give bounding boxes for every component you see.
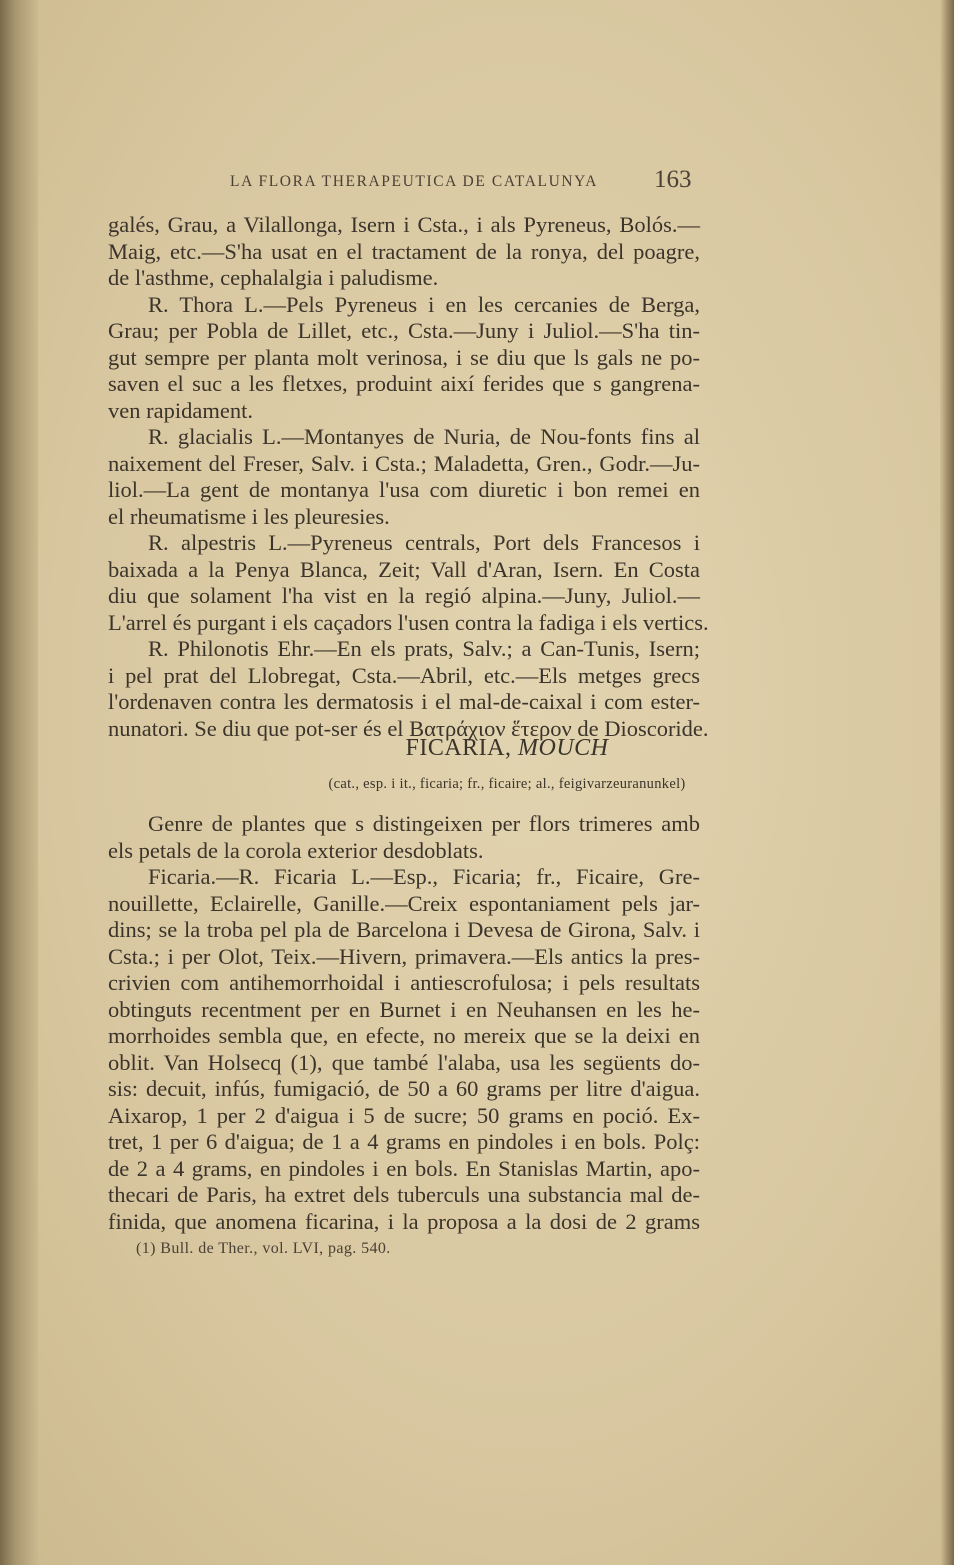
text-line: sis: decuit, infús, fumigació, de 50 a 60 grams per litre d'aigua. xyxy=(108,1076,700,1101)
body-text-block-2 xyxy=(108,811,700,1235)
text-line: L'arrel és purgant i els caçadors l'usen contra la fadiga i els vertics. xyxy=(108,609,709,635)
section-title xyxy=(0,735,954,762)
text-line: i pel prat del Llobregat, Csta.—Abril, etc.—Els metges grecs xyxy=(108,662,700,688)
text-line: de 2 a 4 grams, en pindoles i en bols. En Stanislas Martin, apo- xyxy=(108,1155,700,1181)
section-title-author: MOUCH xyxy=(518,735,609,761)
text-line: galés, Grau, a Vilallonga, Isern i Csta., i als Pyreneus, Bolós.— xyxy=(108,212,700,237)
text-line: nouillette, Eclairelle, Ganille.—Creix espontaniament pels jar- xyxy=(108,890,700,916)
text-line: crivien com antihemorrhoidal i antiescrofulosa; i pels resultats xyxy=(108,970,700,995)
text-line: nunatori. Se diu que pot-ser és el Βατράχιον ἕτερον de Dioscoride. xyxy=(108,715,709,741)
text-line: Ficaria.—R. Ficaria L.—Esp., Ficaria; fr., Ficaire, Gre- xyxy=(148,864,700,889)
section-title-genus: FICARIA, xyxy=(405,735,512,761)
text-line: R. glacialis L.—Montanyes de Nuria, de Nou-fonts fins al xyxy=(148,424,700,449)
text-line: naixement del Freser, Salv. i Csta.; Maladetta, Gren., Godr.—Ju- xyxy=(108,450,700,476)
text-line: gut sempre per planta molt verinosa, i se diu que ls gals ne po- xyxy=(108,344,700,370)
text-line: Grau; per Pobla de Lillet, etc., Csta.—Juny i Juliol.—S'ha tin- xyxy=(108,318,700,343)
text-line: Csta.; i per Olot, Teix.—Hivern, primavera.—Els antics la pres- xyxy=(108,943,700,969)
text-line: el rheumatisme i les pleuresies. xyxy=(108,503,390,529)
text-line: R. Thora L.—Pels Pyreneus i en les cercanies de Berga, xyxy=(148,291,700,317)
text-line: obtinguts recentment per en Burnet i en Neuhansen en les he- xyxy=(108,996,700,1022)
text-line: diu que solament l'ha vist en la regió alpina.—Juny, Juliol.— xyxy=(108,583,700,608)
text-line: saven el suc a les fletxes, produint així ferides que s gangrena- xyxy=(108,371,700,396)
text-line: l'ordenaven contra les dermatosis i el mal-de-caixal i com ester- xyxy=(108,689,700,714)
section-synonyms: (cat., esp. i it., ficaria; fr., ficaire; al., feigivarzeuranunkel) xyxy=(328,776,686,792)
text-line: liol.—La gent de montanya l'usa com diuretic i bon remei en xyxy=(108,477,700,502)
body-text-block-1 xyxy=(108,212,709,742)
text-line: ven rapidament. xyxy=(108,397,253,423)
text-line: tret, 1 per 6 d'aigua; de 1 a 4 grams en pindoles i en bols. Polç: xyxy=(108,1129,700,1154)
text-line: thecari de Paris, ha extret dels tuberculs una substancia mal de- xyxy=(108,1182,700,1207)
text-line: baixada a la Penya Blanca, Zeit; Vall d'Aran, Isern. En Costa xyxy=(108,556,700,582)
text-line: Maig, etc.—S'ha usat en el tractament de la ronya, del poagre, xyxy=(108,238,700,264)
text-line: Genre de plantes que s distingeixen per flors trimeres amb xyxy=(148,811,700,836)
text-line: de l'asthme, cephalalgia i paludisme. xyxy=(108,265,439,290)
text-line: oblit. Van Holsecq (1), que també l'alaba, usa les següents do- xyxy=(108,1049,700,1075)
footnote: (1) Bull. de Ther., vol. LVI, pag. 540. xyxy=(136,1240,391,1257)
text-line: dins; se la troba pel pla de Barcelona i Devesa de Girona, Salv. i xyxy=(108,917,700,942)
text-line: finida, que anomena ficarina, i la proposa a la dosi de 2 grams xyxy=(108,1208,700,1234)
running-head: LA FLORA THERAPEUTICA DE CATALUNYA xyxy=(230,173,599,190)
text-line: els petals de la corola exterior desdoblats. xyxy=(108,837,484,863)
text-line: morrhoides sembla que, en efecte, no mereix que se la deixi en xyxy=(108,1023,700,1048)
text-line: Aixarop, 1 per 2 d'aigua i 5 de sucre; 50 grams en poció. Ex- xyxy=(108,1102,700,1128)
text-line: R. alpestris L.—Pyreneus centrals, Port dels Francesos i xyxy=(148,530,700,555)
page-number: 163 xyxy=(654,166,692,193)
text-line: R. Philonotis Ehr.—En els prats, Salv.; a Can-Tunis, Isern; xyxy=(148,636,700,661)
